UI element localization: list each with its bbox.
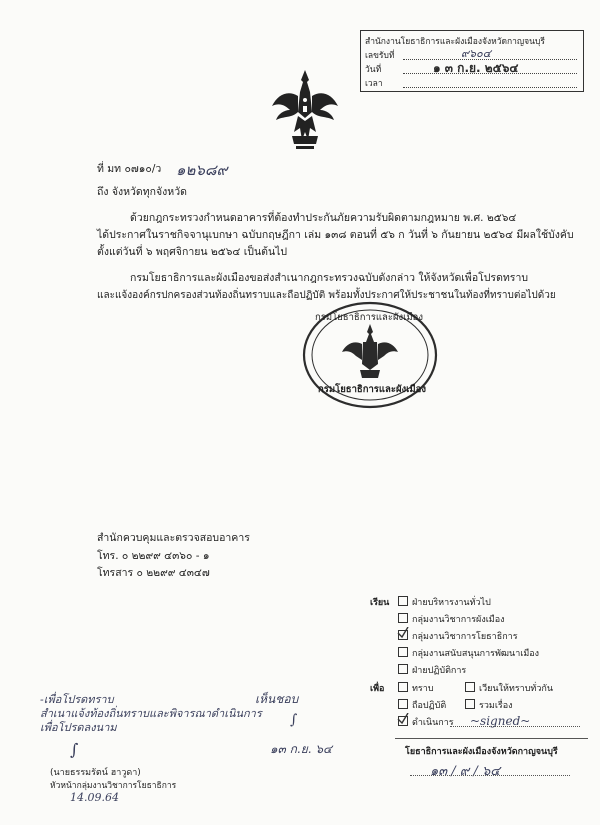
paragraph-1-line-2: ได้ประกาศในราชกิจจานุเบกษา ฉบับกฤษฎีกา เล่ม ๑๓๘ ตอนที่ ๕๖ ก วันที่ ๖ กันยายน ๒๕๖๔ มีผลใช้บังคับ — [97, 229, 574, 241]
seal-text-bottom: กรมโยธาธิการและผังเมือง — [318, 384, 427, 395]
checkbox-icon[interactable] — [465, 699, 475, 709]
reference-number-handwritten: ๑๒๖๘๙ — [176, 161, 228, 179]
receive-stamp — [360, 30, 584, 92]
handwritten-signature-left: ∫ — [70, 740, 79, 759]
distribution-item[interactable]: กลุ่มงานวิชาการโยธาธิการ — [398, 629, 588, 646]
for-option[interactable]: ดำเนินการ — [398, 715, 454, 729]
seal-text-top: กรมโยธาธิการและผังเมือง — [315, 312, 424, 323]
distribution-item[interactable]: ฝ่ายบริหารงานทั่วไป — [398, 595, 588, 612]
receive-number-value: ๙๖๐๔ — [461, 47, 492, 60]
distribution-list — [398, 595, 588, 680]
checkbox-icon[interactable] — [398, 682, 408, 692]
office-name: สำนักควบคุมและตรวจสอบอาคาร — [97, 532, 250, 544]
distribution-to-label: เรียน — [370, 598, 390, 608]
receive-stamp-office: สำนักงานโยธาธิการและผังเมืองจังหวัดกาญจนบุรี — [365, 37, 545, 47]
paragraph-1-line-3: ตั้งแต่วันที่ ๖ พฤศจิกายน ๒๕๖๔ เป็นต้นไป — [97, 246, 288, 258]
handwritten-note-line-3: เพื่อโปรดลงนาม — [40, 721, 117, 734]
paragraph-2-line-1: กรมโยธาธิการและผังเมืองขอส่งสำเนากฎกระทรวงฉบับดังกล่าว ให้จังหวัดเพื่อโปรดทราบ — [130, 272, 529, 284]
handwritten-approval-note: เห็นชอบ — [255, 692, 299, 706]
signer-title: หัวหน้ากลุ่มงานวิชาการโยธาธิการ — [50, 781, 177, 791]
checkbox-icon[interactable] — [398, 596, 408, 606]
checkbox-checked-icon[interactable] — [398, 716, 408, 726]
checkbox-icon[interactable] — [398, 664, 408, 674]
office-fax: โทรสาร ๐ ๒๒๙๙ ๔๓๔๗ — [97, 567, 210, 579]
distribution-for-label: เพื่อ — [370, 684, 385, 694]
signer-name: (นายธรรมรัตน์ ฮาวูดา) — [50, 768, 141, 778]
distribution-footer-date: ๑๓ / ๙ / ๖๔ — [430, 764, 501, 779]
for-option[interactable]: เวียนให้ทราบทั่วกัน — [465, 681, 553, 695]
receive-date-label: วันที่ — [365, 65, 382, 75]
distribution-divider — [395, 738, 588, 739]
handwritten-note-line-2: สำเนาแจ้งท้องถิ่นทราบและพิจารณาดำเนินการ — [40, 707, 262, 720]
checkbox-icon[interactable] — [398, 699, 408, 709]
checkbox-checked-icon[interactable] — [398, 630, 408, 640]
checkbox-icon[interactable] — [398, 613, 408, 623]
signer-date: 14.09.64 — [70, 791, 119, 804]
checkbox-icon[interactable] — [398, 647, 408, 657]
distribution-signature: ~signed~ — [470, 714, 531, 728]
distribution-date-underline — [410, 775, 570, 776]
garuda-emblem-icon — [270, 66, 340, 152]
handwritten-approval-date: ๑๓ ก.ย. ๖๔ — [270, 742, 333, 756]
handwritten-signature-middle: ∫ — [290, 712, 298, 728]
distribution-item[interactable]: กลุ่มงานวิชาการผังเมือง — [398, 612, 588, 629]
paragraph-2-line-2: และแจ้งองค์กรปกครองส่วนท้องถิ่นทราบและถือปฏิบัติ พร้อมทั้งประกาศให้ประชาชนในท้องที่ทราบต่อไปด้วย — [97, 290, 556, 301]
reference-number: ที่ มท ๐๗๑๐/ว — [97, 163, 162, 175]
receive-date-value: ๑ ๓ ก.ย. ๒๕๖๔ — [433, 61, 519, 75]
receive-time-label: เวลา — [365, 79, 383, 89]
paragraph-1-line-1: ด้วยกฎกระทรวงกำหนดอาคารที่ต้องทำประกันภัยความรับผิดตามกฎหมาย พ.ศ. ๒๕๖๔ — [130, 212, 517, 224]
office-telephone: โทร. ๐ ๒๒๙๙ ๔๓๖๐ - ๑ — [97, 550, 210, 562]
receive-number-label: เลขรับที่ — [365, 51, 395, 61]
for-option[interactable]: ทราบ — [398, 681, 434, 695]
checkbox-icon[interactable] — [465, 682, 475, 692]
recipient-line: ถึง จังหวัดทุกจังหวัด — [97, 186, 187, 198]
handwritten-note-line-1: -เพื่อโปรดทราบ — [40, 693, 114, 706]
distribution-item[interactable]: ฝ่ายปฏิบัติการ — [398, 663, 588, 680]
distribution-item[interactable]: กลุ่มงานสนับสนุนการพัฒนาเมือง — [398, 646, 588, 663]
for-option[interactable]: รวมเรื่อง — [465, 698, 513, 712]
for-option[interactable]: ถือปฏิบัติ — [398, 698, 446, 712]
distribution-footer: โยธาธิการและผังเมืองจังหวัดกาญจนบุรี — [405, 747, 558, 757]
